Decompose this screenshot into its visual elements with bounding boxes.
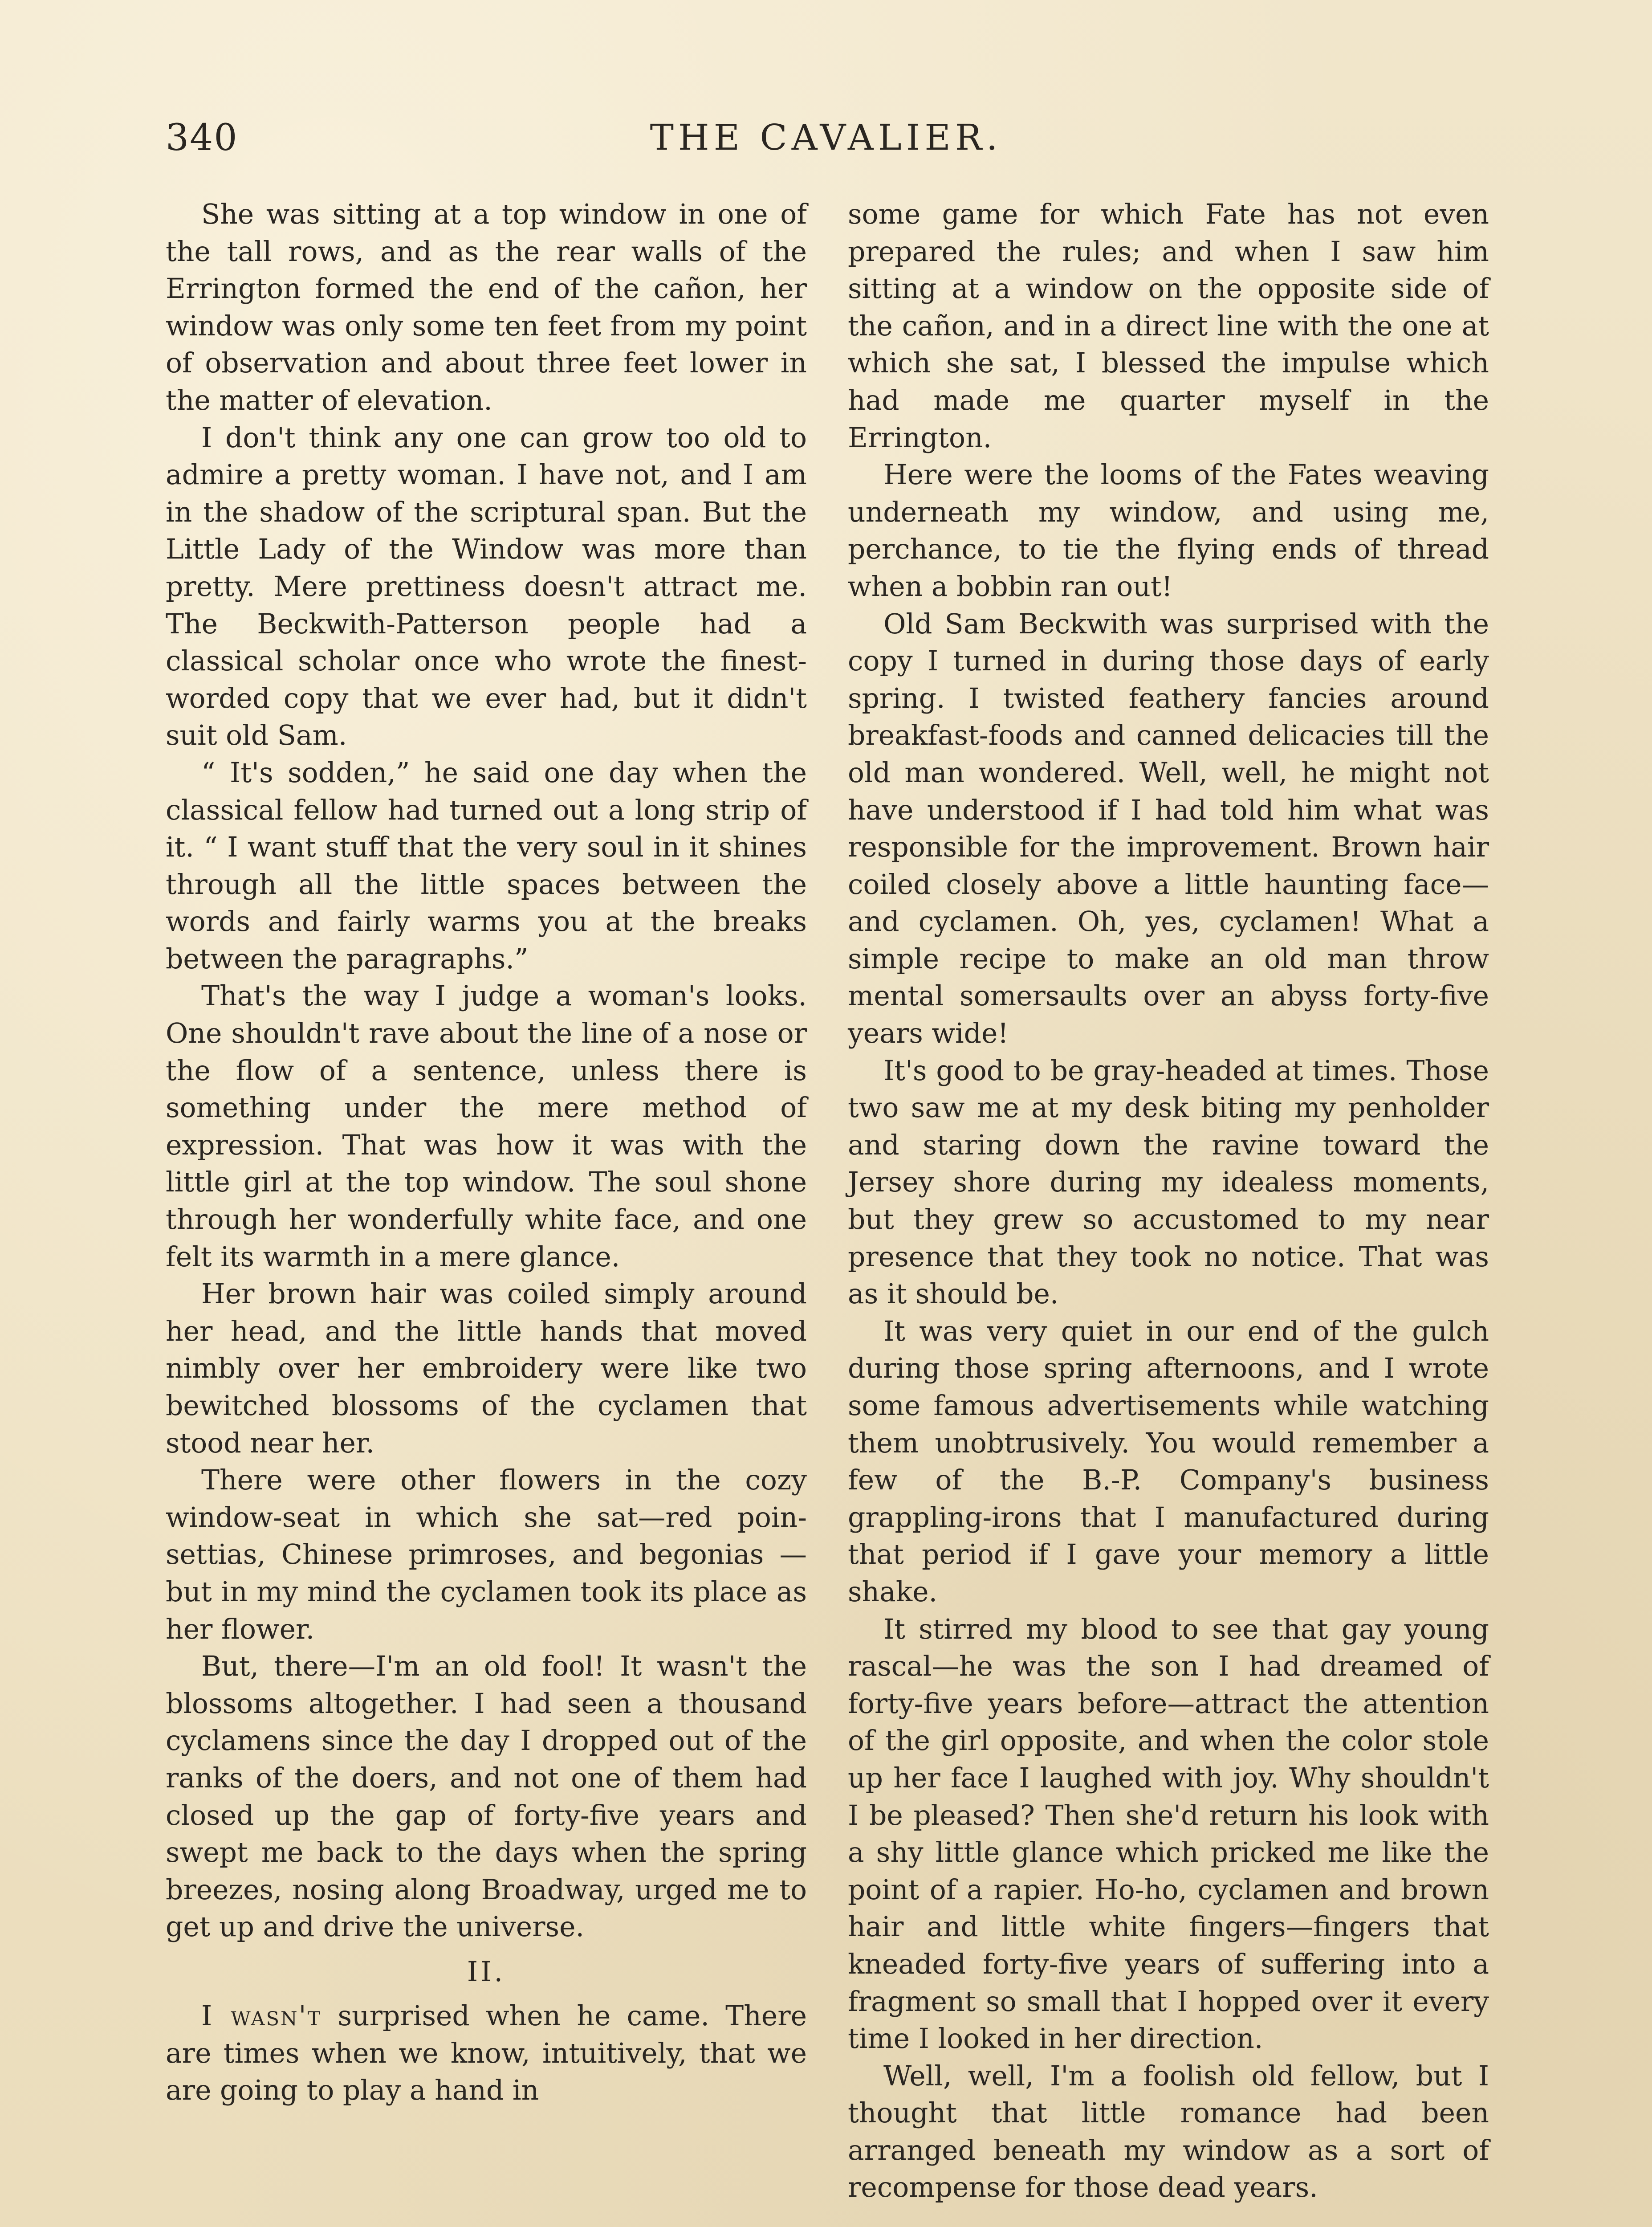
running-head: THE CAVALIER.	[650, 117, 1002, 158]
paragraph: “ It's sodden,” he said one day when the classical fellow had turned out a long strip of it. “ I want stuff that the very soul in it shines through all the little spaces between the words and fairly warms you at the breaks between the paragraphs.”	[166, 756, 807, 975]
paragraph-text: surprised when he came. There are times when we know, intuitively, that we are going to play a hand in	[166, 1999, 807, 2107]
paragraph: But, there—I'm an old fool! It wasn't the blossoms altogether. I had seen a thousand cyclamens since the day I dropped out of the ranks of the doers, and not one of them had closed up the gap of forty-five years and swept me back to the days when the spring breezes, nosing along Broadway, urged me to get up and drive the universe.	[166, 1650, 807, 1943]
paragraph: It was very quiet in our end of the gulch during those spring afternoons, and I wrote some famous advertisements while watching them unobtrusively. You would remember a few of the B.-P. Company's business grappling-irons that I manufactured during that period if I gave your memory a little shake.	[848, 1315, 1489, 1608]
left-column	[166, 196, 807, 2109]
paragraph: Well, well, I'm a foolish old fellow, but I thought that little romance had been arranged beneath my window as a sort of recompense for those dead years.	[848, 2060, 1489, 2204]
paragraph: Here were the looms of the Fates weaving underneath my window, and using me, perchance, to tie the flying ends of thread when a bobbin ran out!	[848, 459, 1489, 603]
paragraph	[166, 1998, 807, 2109]
paragraph: It stirred my blood to see that gay young rascal—he was the son I had dreamed of forty-five years before—attract the attention of the girl opposite, and when the color stole up her face I laughed with joy. Why shouldn't I be pleased? Then she'd return his look with a shy little glance which pricked me like the point of a rapier. Ho-ho, cyclamen and brown hair and little white fingers—fingers that kneaded forty-five years of suffering into a fragment so small that I hopped over it every time I looked in her direction.	[848, 1613, 1489, 2055]
paragraph: There were other flowers in the cozy window-seat in which she sat—red poinsettias, Chinese primroses, and begonias —but in my mind the cyclamen took its place as her flower.	[166, 1464, 807, 1645]
paragraph: I don't think any one can grow too old to admire a pretty woman. I have not, and I am in the shadow of the scriptural span. But the Little Lady of the Window was more than pretty. Mere prettiness doesn't attract me. The Beckwith-Patterson people had a classical scholar once who wrote the finest-worded copy that we ever had, but it didn't suit old Sam.	[166, 421, 807, 752]
right-column	[848, 196, 1489, 2207]
paragraph: She was sitting at a top window in one of the tall rows, and as the rear walls of the Errington formed the end of the cañon, her window was only some ten feet from my point of observation and about three feet lower in the matter of elevation.	[166, 198, 807, 416]
section-opening-words: I wasn't	[201, 1999, 322, 2032]
paragraph: Her brown hair was coiled simply around her head, and the little hands that moved nimbly over her embroidery were like two bewitched blossoms of the cyclamen that stood near her.	[166, 1278, 807, 1459]
paragraph: Old Sam Beckwith was surprised with the copy I turned in during those days of early spring. I twisted feathery fancies around breakfast-foods and canned delicacies till the old man wondered. Well, well, he might not have understood if I had told him what was responsible for the improvement. Brown hair coiled closely above a little haunting face—and cyclamen. Oh, yes, cyclamen! What a simple recipe to make an old man throw mental somersaults over an abyss forty-five years wide!	[848, 608, 1489, 1050]
paragraph: That's the way I judge a woman's looks. One shouldn't rave about the line of a nose or the flow of a sentence, unless there is something under the mere method of expression. That was how it was with the little girl at the top window. The soul shone through her wonderfully white face, and one felt its warmth in a mere glance.	[166, 980, 807, 1273]
page-header	[166, 117, 1486, 166]
section-heading: II.	[467, 1955, 506, 1988]
page-number: 340	[166, 117, 238, 159]
paragraph: It's good to be gray-headed at times. Those two saw me at my desk biting my penholder and staring down the ravine toward the Jersey shore during my idealess moments, but they grew so accustomed to my near presence that they took no notice. That was as it should be.	[848, 1054, 1489, 1310]
paragraph-continued: some game for which Fate has not even prepared the rules; and when I saw him sitting at a window on the opposite side of the cañon, and in a direct line with the one at which she sat, I blessed the impulse which had made me quarter myself in the Errington.	[848, 198, 1489, 454]
